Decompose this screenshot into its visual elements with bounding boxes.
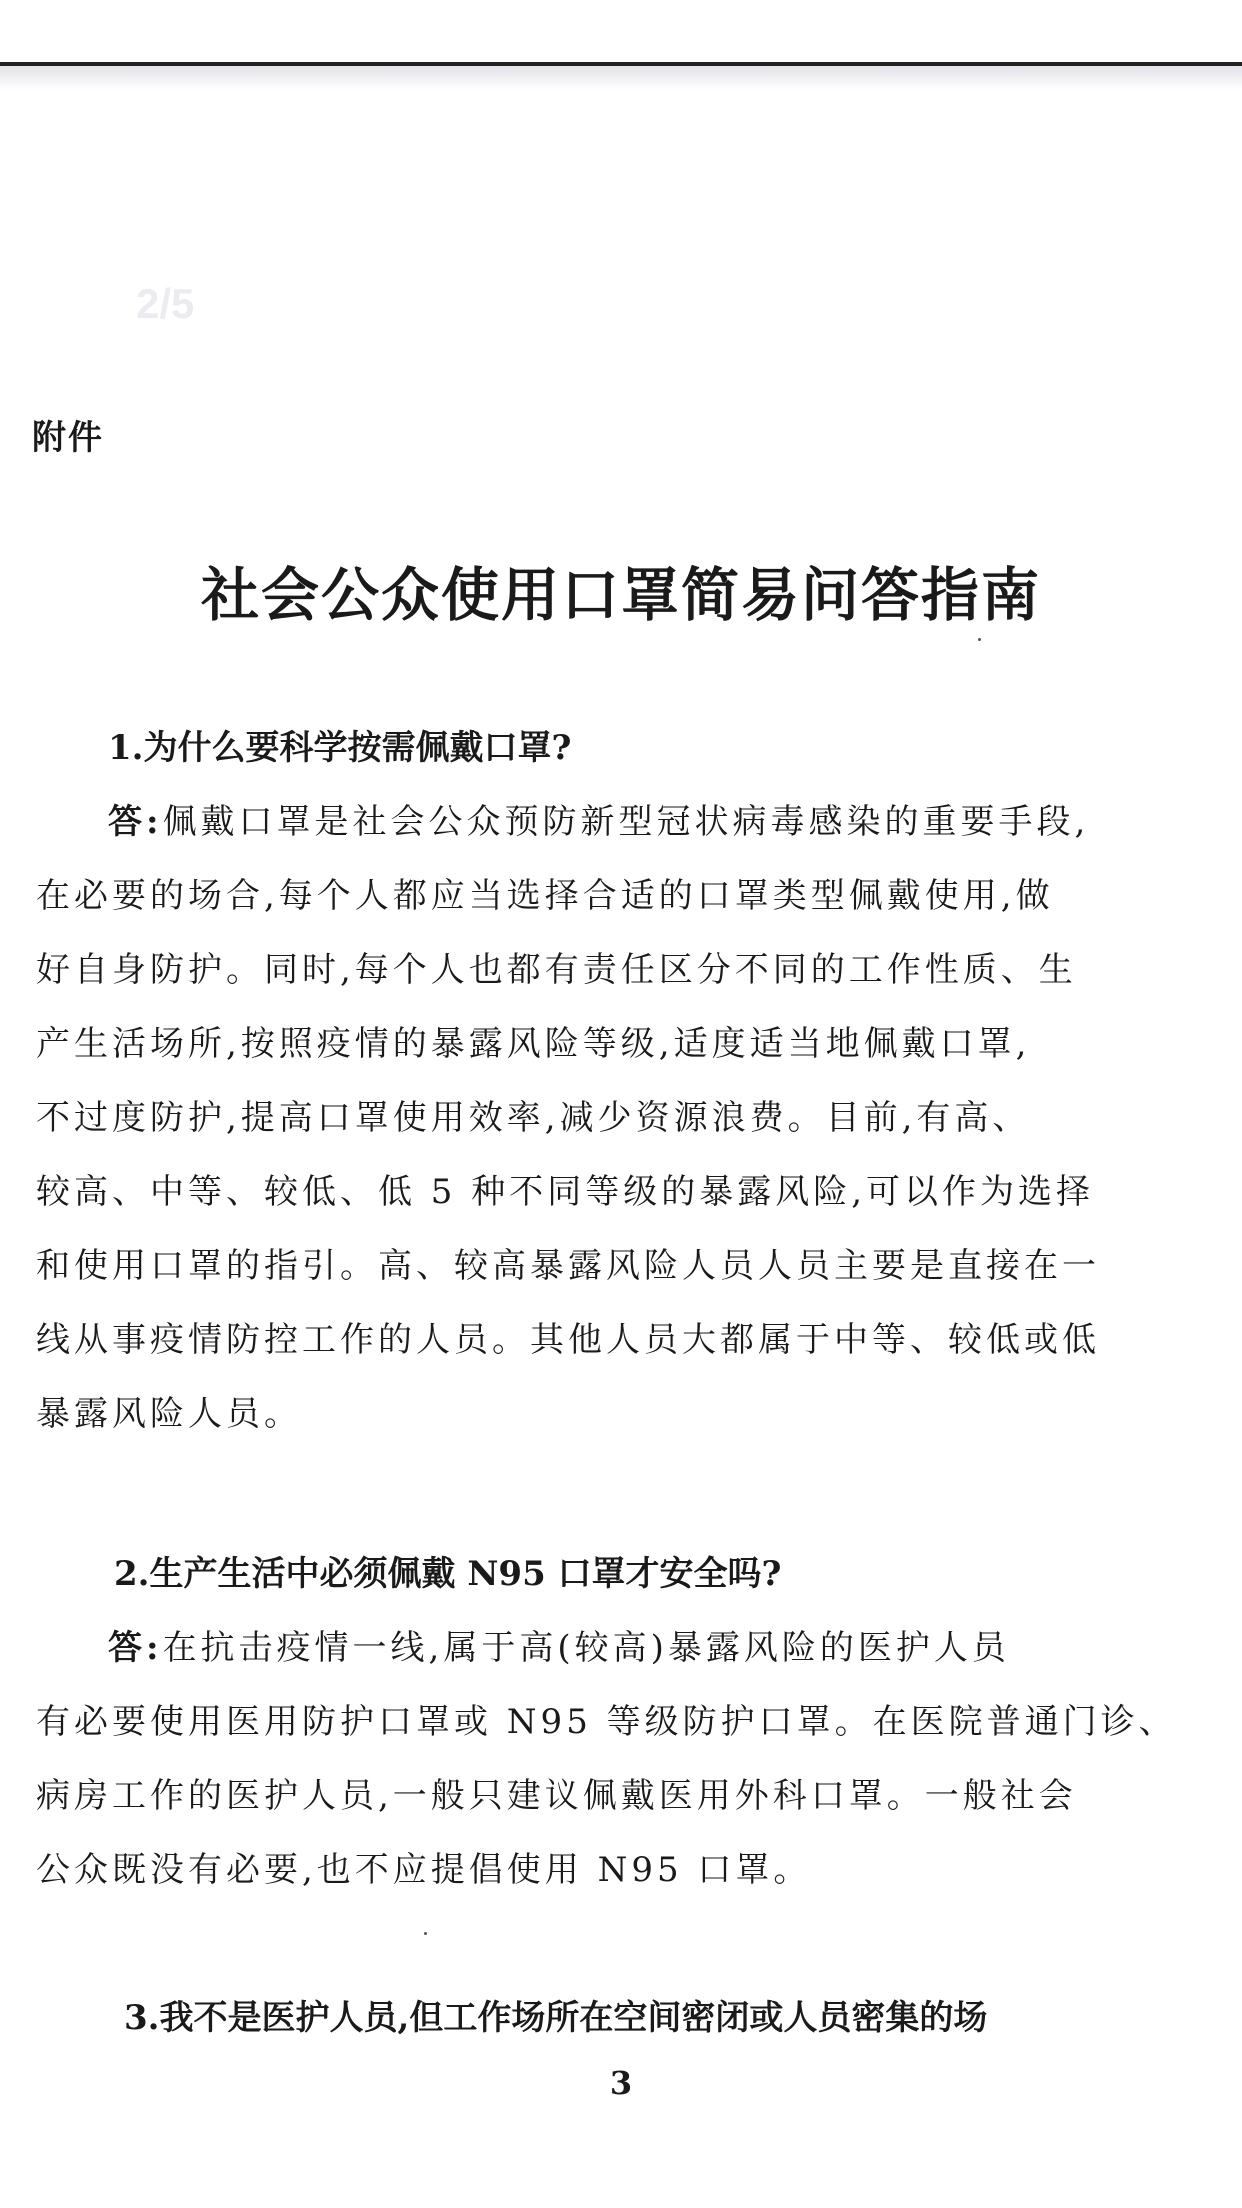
answer-1-line: 较高、中等、较低、低 5 种不同等级的暴露风险,可以作为选择 xyxy=(36,1172,1095,1212)
answer-1-line: 在必要的场合,每个人都应当选择合适的口罩类型佩戴使用,做 xyxy=(36,876,1054,916)
page-number: 3 xyxy=(609,2064,633,2102)
question-1: 1.为什么要科学按需佩戴口罩? xyxy=(108,728,572,768)
answer-label: 答: xyxy=(108,1628,163,1668)
answer-1-line: 产生活场所,按照疫情的暴露风险等级,适度适当地佩戴口罩, xyxy=(36,1024,1031,1064)
answer-1-line: 不过度防护,提高口罩使用效率,减少资源浪费。目前,有高、 xyxy=(36,1098,1031,1138)
question-2: 2.生产生活中必须佩戴 N95 口罩才安全吗? xyxy=(114,1554,782,1594)
answer-2-line: 病房工作的医护人员,一般只建议佩戴医用外科口罩。一般社会 xyxy=(36,1776,1077,1816)
page-indicator: 2/5 xyxy=(136,280,195,327)
document-title: 社会公众使用口罩简易问答指南 xyxy=(200,561,1041,629)
screen-top-edge xyxy=(0,0,1242,66)
answer-text: 佩戴口罩是社会公众预防新型冠状病毒感染的重要手段, xyxy=(162,802,1090,842)
page-shadow xyxy=(0,66,1242,90)
answer-text: 在抗击疫情一线,属于高(较高)暴露风险的医护人员 xyxy=(162,1628,1010,1668)
answer-1-line: 线从事疫情防控工作的人员。其他人员大都属于中等、较低或低 xyxy=(36,1320,1100,1360)
answer-1-line: 好自身防护。同时,每个人也都有责任区分不同的工作性质、生 xyxy=(36,950,1077,990)
answer-1-line xyxy=(108,794,1089,843)
question-3: 3.我不是医护人员,但工作场所在空间密闭或人员密集的场 xyxy=(124,1998,988,2038)
answer-1-line: 和使用口罩的指引。高、较高暴露风险人员人员主要是直接在一 xyxy=(36,1246,1100,1286)
scan-speck xyxy=(424,1932,427,1935)
scan-speck xyxy=(978,638,981,641)
answer-2-line: 有必要使用医用防护口罩或 N95 等级防护口罩。在医院普通门诊、 xyxy=(36,1702,1177,1742)
answer-2-line: 公众既没有必要,也不应提倡使用 N95 口罩。 xyxy=(36,1850,812,1890)
attachment-label: 附件 xyxy=(32,418,104,458)
answer-label: 答: xyxy=(108,802,163,842)
answer-2-line xyxy=(108,1620,1010,1669)
answer-1-line: 暴露风险人员。 xyxy=(36,1394,302,1434)
